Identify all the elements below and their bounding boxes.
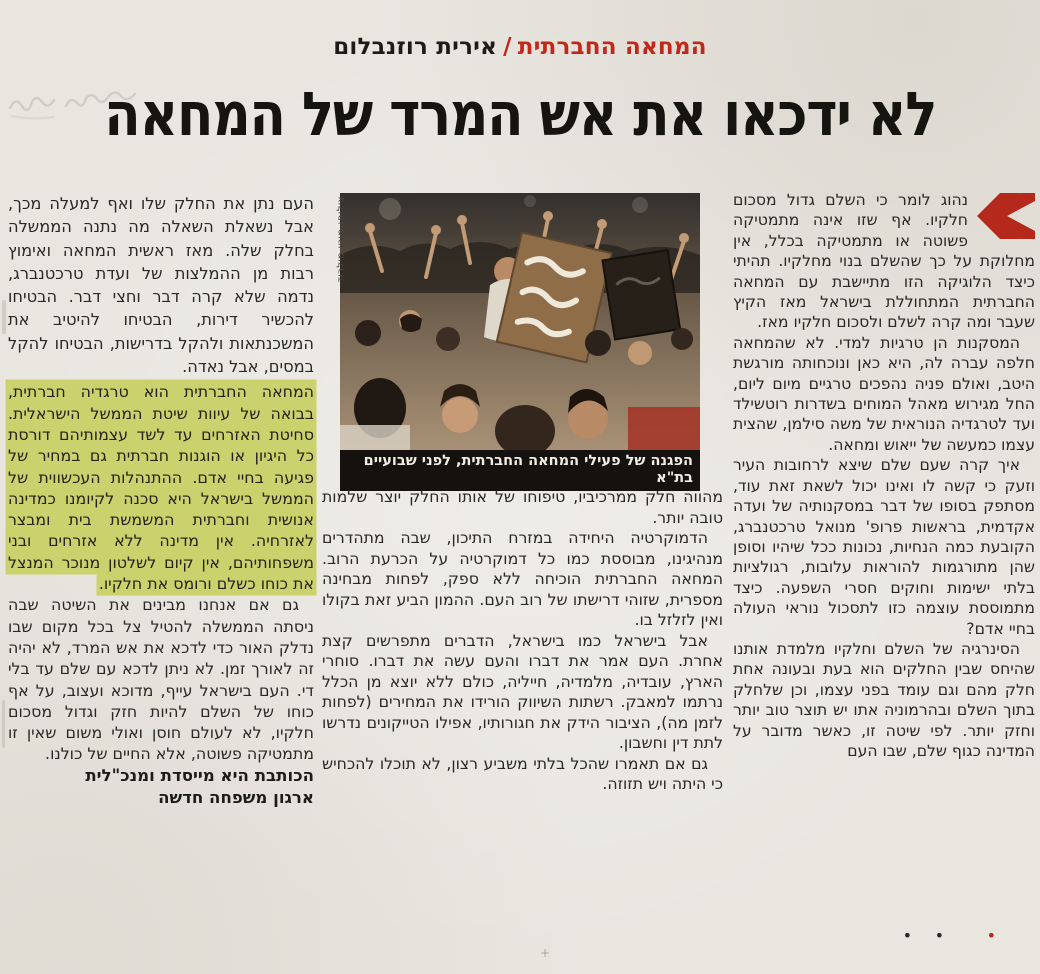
paragraph: הדמוקרטיה היחידה במזרח התיכון, שבה מתהדרים מנהיגינו, מבוססת כמו כל דמוקרטיה על הכרעת הרוב. המחאה החברתית הוכיחה ללא ספק, לפחות מבחינה מספרית, שזוהי דרישתו של רוב העם. ההמון הביע זאת בקולו ואין לזלזל בו. [322, 528, 723, 629]
column-left [8, 192, 314, 809]
protest-photo [340, 193, 700, 450]
paragraph: הסינרגיה של השלם וחלקיו מלמדת אותנו שהיחס שבין החלקים הוא בעת ובעונה אחת חלק מהם וגם עומד בפני עצמו, וכן שלחלק בתוך השלם ובהרמוניה אתו יש תוצר טוב יותר וחזק יותר. לפי שיטה זו, כאשר מדובר על המדינה כגוף שלם, שבו העם [733, 639, 1035, 760]
author-footnote-line1: הכותבת היא מייסדת ומנכ"לית [85, 765, 314, 785]
scan-smudge [2, 300, 6, 334]
photo-credit: צילום: מוטי מילרוד [336, 196, 347, 283]
highlighted-paragraph: המחאה החברתית הוא טרגדיה חברתית, בבואה של עיוות שיטת הממשל הישראלית. סחיטת האזרחים עד לשד עצמותיהם דורסת כל היגיון או הוגנות חברתית גם במחיר של פגיעה בחיי אדם. ההתנהלות העכשווית של הממשל בישראל היא סכנה לקיומנו כמדינה אנושית וחברתית המשמשת בית ומבצר לאזרחיה. אין מדינה ללא אזרחים ובני משפחותיהם, אין קיום לשלטון מנוכר המנצל את כוחו כשלם ורומס את חלקיו. [8, 382, 314, 594]
photo-caption: הפגנה של פעילי המחאה החברתית, לפני שבועיים בת"א [340, 450, 700, 491]
continuation-dot-red: • [986, 926, 996, 945]
paragraph: אבל בישראל כמו בישראל, הדברים מתפרשים קצת אחרת. העם אמר את דברו והעם עשה את דברו. סוחרי הארץ, עובדיה, מלמדיה, חייליה, כולם ללא יוצא מן הכלל נרתמו למאבק. רשתות השיווק הורידו את המחירים (לפחות לזמן מה), הציבור הידק את חגורותיו, אפילו הטייקונים נדרשו לתת דין וחשבון. [322, 630, 723, 752]
paragraph: נהוג לומר כי השלם גדול מסכום חלקיו. אף שזו אינה מתמטיקה פשוטה או מתמטיקה בכלל, אין מחלוקת על כך שהשלם בנוי מחלקיו. תהיתי כיצד הלוגיקה הזו מתיישבת עם המחאה החברתית המתחוללת בישראל מאז הקיץ שעבר ומה קרה לשלם ולסכום חלקיו מאז. [733, 191, 1035, 332]
paragraph: העם נתן את החלק שלו ואף למעלה מכך, אבל נשאלת השאלה מה נתנה הממשלה בחלק שלה. מאז ראשית המחאה ואימוץ רבות מן ההמלצות של ועדת טרכטנברג, נדמה שלא קרה דבר וחצי דבר. הבטיחו להכשיר דירות, הבטיחו להיטיב את המשכנתאות ולהקל בדרישות, הבטיחו להקל במסים, אבל נאדה. [8, 194, 314, 377]
continuation-dot: • [902, 926, 912, 945]
paragraph: מהווה חלק ממרכיביו, טיפוחו של אותו החלק יוצר שלמות טובה יותר. [322, 487, 723, 527]
section-title: המחאה החברתית [517, 34, 707, 60]
paragraph: גם אם תאמרו שהכל בלתי משביע רצון, לא תוכלו להכחיש כי היתה ויש תזוזה. [322, 753, 723, 793]
author-byline: אירית רוזנבלום [333, 34, 498, 60]
paragraph: המסקנות הן טרגיות למדי. לא שהמחאה חלפה עברה לה, היא כאן ונוכחותה מורגשת היטב, ואולם פניה נהפכים טרגיים מיום ליום, החל מגירוש מאהל המוחים בשדרות רוטשילד ועד לטרגדיה הנוראית של משה סילמן, שהצית עצמו כמעשה של ייאוש ומחאה. [733, 333, 1035, 454]
column-middle [322, 487, 723, 795]
kicker-slash: / [503, 34, 512, 60]
main-headline: לא ידכאו את אש המרד של המחאה [104, 78, 936, 150]
column-right [733, 190, 1035, 761]
scan-smudge [2, 700, 5, 748]
paragraph: איך קרה שעם שלם שיצא לרחובות העיר וזעק כי קשה לו ואינו יכול לשאת זאת עוד, מסתפק בסופו של דבר במסקנותיה של ועדה אקדמית, בראשות פרופ' מנואל טרכטנברג, הקובעת כמה הנחיות, נכונות ככל שיהיו וסופן שהן מתורגמות להוראות עלובות, רגולציות בלתי ישימות וחוקים חסרי השפעה. כיצד מתמוססת עוצמה כזו לתסכול נוראי העולה בחיי אדם? [733, 456, 1035, 638]
paragraph: גם אם אנחנו מבינים את השיטה שבה ניסתה הממשלה להטיל צל בכל מקום שבו נדלק האור כדי לדכא את אש המרד, לא יהיה זה לאורך זמן. לא ניתן לדכא עם שלם עד בלי די. העם בישראל עייף, מדוכא ועצוב, על אף כוחו של השלם להיות חזק וגדול מסכום חלקיו, לא לעולם חוסן ואולי משום שאין זו מתמטיקה פשוטה, אלא החיים של כולנו. [8, 595, 314, 764]
opening-quote-icon [977, 193, 1035, 239]
section-kicker [0, 34, 1040, 60]
protest-crowd-illustration [340, 193, 700, 450]
continuation-dot: • [934, 926, 944, 945]
photo-block [325, 193, 700, 491]
author-footnote-line2: ארגון משפחה חדשה [158, 787, 314, 807]
registration-mark: + [539, 946, 550, 960]
